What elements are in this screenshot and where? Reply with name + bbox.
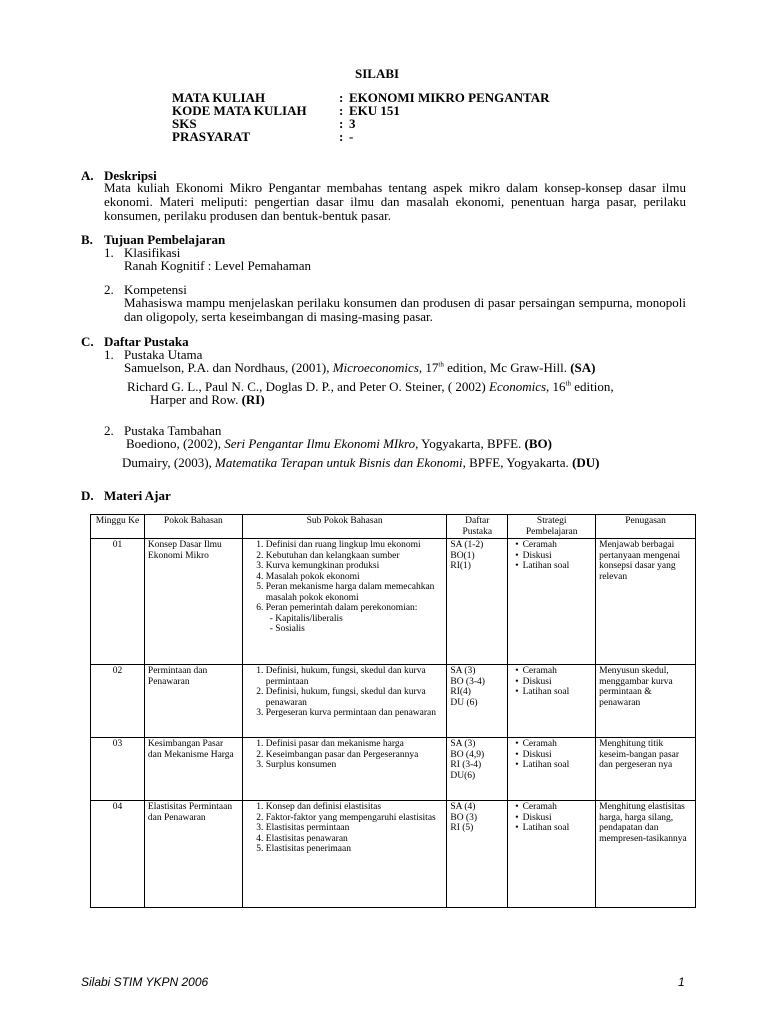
- column-header: Sub Pokok Bahasan: [242, 515, 447, 539]
- reference-samuelson: [124, 361, 596, 375]
- strategy-item: • Latihan soal: [525, 687, 592, 698]
- reference-code: RI (3-4): [450, 760, 482, 770]
- week-cell: [91, 665, 145, 738]
- description-text: Mata kuliah Ekonomi Mikro Pengantar membahas tentang aspek mikro dalam konsep-konsep dasar ilmu ekonomi. Materi meliputi: pengertian dasar ilmu dan masalah ekonomi, penentuan harga pasar, perilaku konsumen, perilaku produsen dan bentuk-bentuk pasar.: [104, 180, 686, 223]
- reference-richard-line2: [150, 393, 265, 407]
- column-header: Strategi Pembelajaran: [508, 515, 596, 539]
- subtopic-item: 4. Masalah pokok ekonomi: [266, 572, 444, 583]
- subtopics-cell: [242, 738, 447, 801]
- subtopics-cell: [242, 665, 447, 738]
- strategy-cell: [508, 539, 596, 665]
- strategy-item: • Ceramah: [525, 540, 592, 551]
- footer-text: Silabi STIM YKPN 2006: [81, 975, 209, 989]
- header-colon: :: [339, 129, 344, 144]
- reference-code: BO (4,9): [450, 749, 485, 760]
- ref-book-title: Microeconomics: [332, 360, 419, 375]
- header-colon: :: [339, 103, 344, 118]
- subtopic-item: 1. Definisi, hukum, fungsi, skedul dan kurva permintaan: [266, 666, 444, 687]
- topic-text: Elastisitas Permintaan dan Penawaran: [147, 802, 233, 823]
- subtopic-item: 3. Pergeseran kurva permintaan dan penawaran: [266, 708, 444, 719]
- reference-code: BO(1): [450, 550, 475, 561]
- week-number: 02: [112, 666, 123, 676]
- strategy-cell: [508, 738, 596, 801]
- table-header-row: [91, 515, 696, 539]
- column-header: Daftar Pustaka: [447, 515, 508, 539]
- column-header: Penugasan: [596, 515, 696, 539]
- ref-sup: th: [438, 360, 444, 369]
- item-title: Pustaka Tambahan: [124, 423, 222, 438]
- subtopic-list: [246, 666, 444, 719]
- topic-text: Konsep Dasar Ilmu Ekonomi Mikro: [147, 540, 222, 561]
- materials-table: [90, 514, 696, 908]
- header-value: -: [349, 129, 354, 144]
- topic-text: Kesimbangan Pasar dan Mekanisme Harga: [147, 739, 234, 760]
- classification-text: Ranah Kognitif : Level Pemahaman: [124, 258, 312, 273]
- header-row: [172, 104, 550, 117]
- ref-author: Dumairy, (2003),: [122, 455, 216, 470]
- week-cell: [91, 801, 145, 908]
- section-letter: C.: [81, 334, 94, 349]
- strategy-item: • Diskusi: [525, 551, 592, 562]
- ref-code: (RI): [241, 392, 265, 407]
- ref-code: (BO): [524, 436, 552, 451]
- subtopic-subitem: - Sosialis: [269, 624, 305, 634]
- header-label: SKS: [172, 116, 197, 131]
- section-title: Materi Ajar: [104, 488, 171, 503]
- strategy-item: • Diskusi: [525, 813, 592, 824]
- subtopic-item: 2. Keseimbangan pasar dan Pergeserannya: [266, 750, 444, 761]
- item-title: Pustaka Utama: [124, 347, 203, 362]
- ref-publisher: edition, Mc Graw-Hill.: [443, 360, 571, 375]
- strategy-item: • Latihan soal: [525, 561, 592, 572]
- reference-code: SA (1-2): [450, 540, 484, 550]
- header-colon: :: [339, 116, 344, 131]
- section-letter: B.: [81, 232, 93, 247]
- item-number: 2.: [104, 423, 114, 438]
- subtopic-item: 3. Kurva kemungkinan produksi: [266, 561, 444, 572]
- item-title: Klasifikasi: [124, 245, 181, 260]
- strategy-item: • Ceramah: [525, 666, 592, 677]
- reference-code: BO (3-4): [450, 676, 485, 687]
- header-value: EKONOMI MIKRO PENGANTAR: [349, 90, 550, 105]
- ref-publisher: , BPFE, Yogyakarta.: [462, 455, 573, 470]
- task-text: Menghitung elastisitas harga, harga silang, pendapatan dan mempresen-tasikannya: [599, 802, 687, 844]
- ref-author: Richard G. L., Paul N. C., Doglas D. P., and Peter O. Steiner, ( 2002): [127, 379, 489, 394]
- section-d-heading: [81, 488, 171, 504]
- ref-code: (DU): [572, 455, 600, 470]
- ref-book-title: Matematika Terapan untuk Bisnis dan Ekonomi: [215, 455, 463, 470]
- item-number: 2.: [104, 282, 114, 297]
- week-number: 01: [112, 540, 123, 550]
- topic-cell: [144, 801, 242, 908]
- ref-edition-word: edition,: [571, 379, 614, 394]
- strategy-list: [511, 666, 592, 698]
- subtopic-item: 1. Konsep dan definisi elastisitas: [266, 802, 444, 813]
- subtopics-cell: [242, 801, 447, 908]
- header-label: KODE MATA KULIAH: [172, 103, 307, 118]
- references-cell: [447, 665, 508, 738]
- column-header: Minggu Ke: [91, 515, 145, 539]
- ref-publisher: , Yogyakarta, BPFE.: [415, 436, 525, 451]
- topic-text: Permintaan dan Penawaran: [147, 666, 208, 687]
- reference-code: SA (3): [450, 739, 476, 749]
- header-value: EKU 151: [349, 103, 400, 118]
- course-header: [172, 91, 550, 143]
- header-colon: :: [339, 90, 344, 105]
- item-number: 1.: [104, 347, 114, 362]
- topic-cell: [144, 738, 242, 801]
- strategy-item: • Diskusi: [525, 750, 592, 761]
- table-row: [91, 665, 696, 738]
- subtopic-subitem: - Kapitalis/liberalis: [269, 613, 343, 624]
- table-row: [91, 539, 696, 665]
- strategy-cell: [508, 801, 596, 908]
- reference-code: SA (4): [450, 802, 476, 812]
- week-number: 04: [112, 802, 123, 812]
- reference-code: BO (3): [450, 812, 478, 823]
- subtopic-list: [246, 739, 444, 771]
- ref-author: Boediono, (2002),: [126, 436, 225, 451]
- ref-code: (SA): [570, 360, 596, 375]
- ref-author: Samuelson, P.A. dan Nordhaus, (2001),: [124, 360, 333, 375]
- subtopics-cell: [242, 539, 447, 665]
- item-number: 1.: [104, 245, 114, 260]
- ref-publisher: Harper and Row.: [150, 392, 242, 407]
- reference-dumairy: [122, 456, 600, 470]
- document-title: SILABI: [355, 66, 400, 81]
- competency-text: Mahasiswa mampu menjelaskan perilaku konsumen dan produsen di pasar persaingan sempurna, monopoli dan oligopoly, serta keseimbangan di masing-masing pasar.: [124, 295, 686, 324]
- task-cell: [596, 665, 696, 738]
- subtopic-item: 1. Definisi pasar dan mekanisme harga: [266, 739, 444, 750]
- section-title: Deskripsi: [104, 168, 157, 183]
- ref-sup: th: [565, 379, 571, 388]
- week-cell: [91, 539, 145, 665]
- reference-code: RI(4): [450, 687, 471, 697]
- subtopic-item: 2. Faktor-faktor yang mempengaruhi elastisitas: [266, 813, 444, 824]
- reference-code: RI (5): [450, 823, 474, 833]
- references-cell: [447, 801, 508, 908]
- ref-edition: , 16: [546, 379, 566, 394]
- header-label: PRASYARAT: [172, 129, 251, 144]
- subtopic-item: 3. Surplus konsumen: [266, 760, 444, 771]
- strategy-item: • Latihan soal: [525, 823, 592, 834]
- strategy-item: • Latihan soal: [525, 760, 592, 771]
- strategy-item: • Ceramah: [525, 739, 592, 750]
- header-label: MATA KULIAH: [172, 90, 266, 105]
- strategy-cell: [508, 665, 596, 738]
- section-letter: A.: [81, 168, 94, 183]
- table-row: [91, 738, 696, 801]
- subtopic-list: [246, 802, 444, 855]
- header-value: 3: [349, 116, 356, 131]
- subtopic-item: 3. Elastisitas permintaan: [266, 823, 444, 834]
- topic-cell: [144, 665, 242, 738]
- strategy-list: [511, 540, 592, 572]
- task-text: Menyusun skedul, menggambar kurva permintaan & penawaran: [599, 666, 673, 708]
- subtopic-item: 5. Peran mekanisme harga dalam memecahkan masalah pokok ekonomi: [266, 582, 444, 603]
- strategy-item: • Diskusi: [525, 677, 592, 688]
- table-body: [91, 539, 696, 908]
- strategy-item: • Ceramah: [525, 802, 592, 813]
- table-row: [91, 801, 696, 908]
- references-cell: [447, 539, 508, 665]
- header-row: [172, 130, 550, 143]
- section-letter: D.: [81, 488, 94, 503]
- task-text: Menghitung titik keseim-bangan pasar dan pergeseran nya: [599, 739, 680, 770]
- week-number: 03: [112, 739, 123, 749]
- reference-boediono: [126, 437, 552, 451]
- reference-code: DU(6): [450, 770, 476, 781]
- reference-code: RI(1): [450, 561, 471, 571]
- subtopic-item: 1. Definisi dan ruang lingkup lmu ekonomi: [266, 540, 444, 551]
- section-title: Daftar Pustaka: [104, 334, 189, 349]
- task-cell: [596, 539, 696, 665]
- column-header: Pokok Bahasan: [144, 515, 242, 539]
- strategy-list: [511, 739, 592, 771]
- topic-cell: [144, 539, 242, 665]
- ref-book-title: Economics: [489, 379, 547, 394]
- strategy-list: [511, 802, 592, 834]
- ref-edition: , 17: [418, 360, 439, 375]
- subtopic-item: 4. Elastisitas penawaran: [266, 834, 444, 845]
- references-cell: [447, 738, 508, 801]
- reference-code: DU (6): [450, 697, 478, 708]
- subtopic-item: 2. Definisi, hukum, fungsi, skedul dan kurva penawaran: [266, 687, 444, 708]
- reference-code: SA (3): [450, 666, 476, 676]
- item-title: Kompetensi: [124, 282, 187, 297]
- ref-book-title: Seri Pengantar Ilmu Ekonomi MIkro: [224, 436, 416, 451]
- page-number: 1: [678, 975, 685, 989]
- task-cell: [596, 738, 696, 801]
- task-cell: [596, 801, 696, 908]
- subtopic-item: 5. Elastisitas penerimaan: [266, 844, 444, 855]
- subtopic-list: [246, 540, 444, 614]
- subtopic-item: 6. Peran pemerintah dalam perekonomian:: [266, 603, 444, 614]
- week-cell: [91, 738, 145, 801]
- task-text: Menjawab berbagai pertanyaan mengenai konsepsi dasar yang relevan: [599, 540, 681, 582]
- section-title: Tujuan Pembelajaran: [104, 232, 226, 247]
- subtopic-item: 2. Kebutuhan dan kelangkaan sumber: [266, 551, 444, 562]
